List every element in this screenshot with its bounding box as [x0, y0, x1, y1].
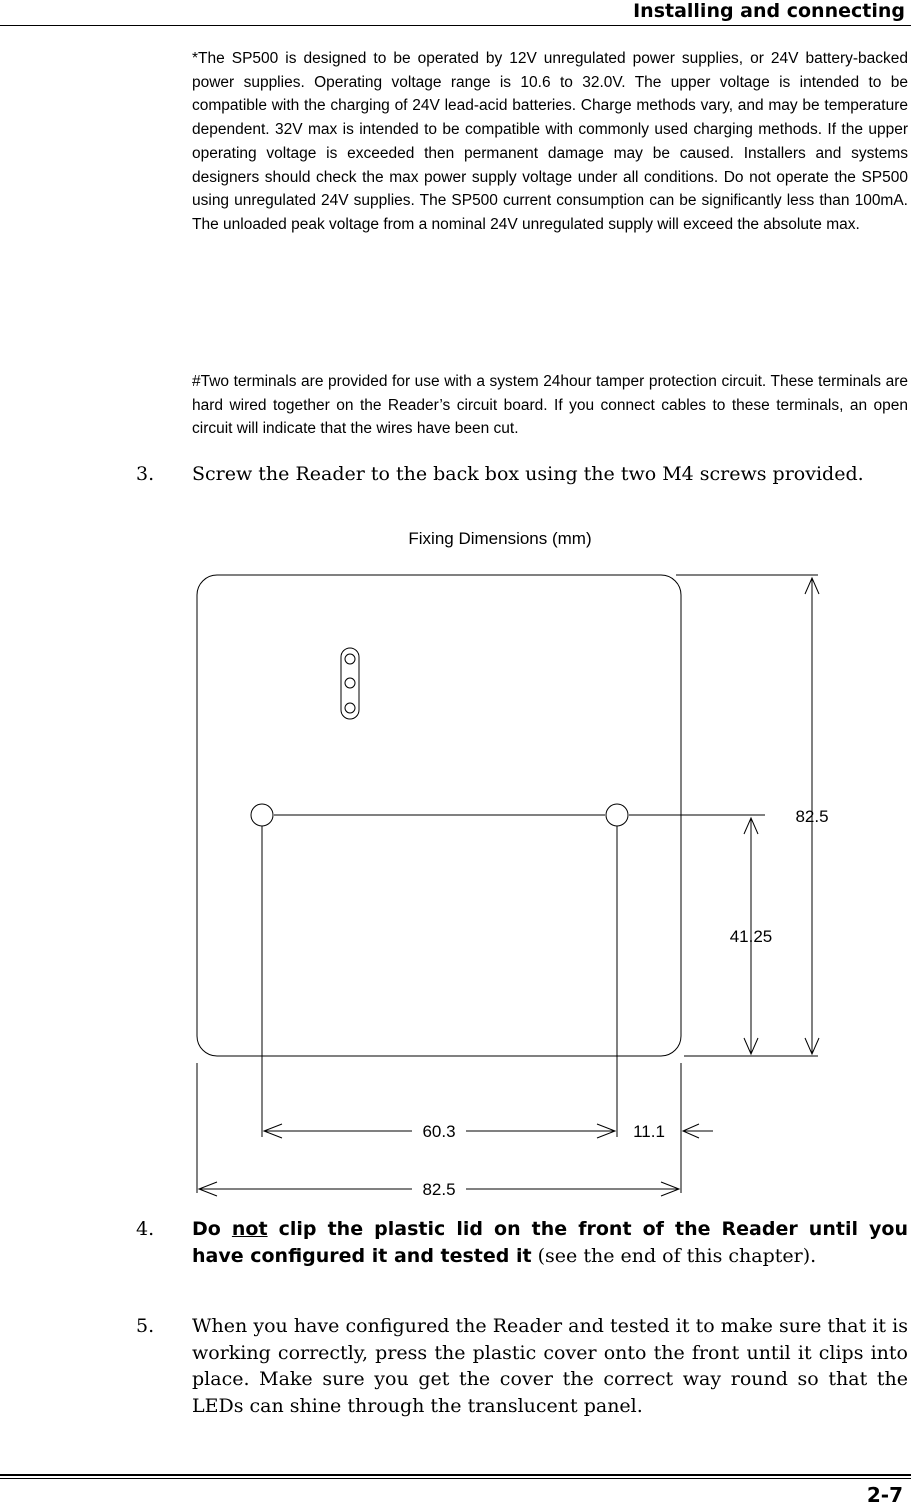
label-width-total: 82.5 [422, 1180, 456, 1199]
slot-hole-top [345, 654, 355, 664]
footer-rule-thin [0, 1478, 911, 1479]
label-height-to-holes: 41.25 [729, 927, 773, 946]
step-number: 5. [136, 1315, 155, 1337]
cable-slot [341, 648, 359, 719]
page-number: 2-7 [866, 1483, 903, 1507]
figure-caption: Fixing Dimensions (mm) [408, 529, 592, 548]
page-header-title: Installing and connecting [633, 0, 905, 22]
step-text: When you have configured the Reader and tested it to make sure that it is working correctly, press the plastic cover onto the front until it clips into place. Make sure you get the cover the correct way round so that the LEDs can shine through the translucent panel. [192, 1315, 908, 1417]
step-number: 4. [136, 1218, 155, 1240]
screw-hole-right [606, 804, 628, 826]
header-rule [0, 25, 911, 26]
label-height-total: 82.5 [795, 807, 829, 826]
power-supply-note: *The SP500 is designed to be operated by 12V unregulated power supplies, or 24V battery-backed power supplies. Operating voltage range is 10.6 to 32.0V. The upper voltage is intended to be compatible with the charging of 24V lead-acid batteries. Charge methods vary, and may be temperature dependent. 32V max is intended to be compatible with commonly used charging methods. If the upper operating voltage is exceeded then permanent damage may be caused. Installers and systems designers should check the max power supply voltage under all conditions. Do not operate the SP500 using unregulated 24V supplies. The SP500 current consumption can be significantly less than 100mA. The unloaded peak voltage from a nominal 24V unregulated supply will exceed the absolute max. [192, 50, 908, 233]
step-emphasis-not: not [231, 1218, 268, 1240]
footer-rule [0, 1474, 911, 1476]
tamper-note: #Two terminals are provided for use with a system 24hour tamper protection circuit. These terminals are hard wired together on the Reader’s circuit board. If you connect cables to these terminals, an open circuit will indicate that the wires have been cut. [192, 373, 908, 438]
slot-hole-middle [345, 678, 355, 688]
fixing-dimensions-diagram [0, 560, 911, 1210]
label-hole-spacing: 60.3 [422, 1122, 456, 1141]
step-text-rest: (see the end of this chapter). [531, 1244, 817, 1267]
slot-hole-bottom [345, 703, 355, 713]
step-emphasis-a: Do [192, 1218, 232, 1240]
step-number: 3. [136, 463, 155, 485]
step-text [192, 1216, 908, 1269]
label-hole-to-edge: 11.1 [633, 1122, 665, 1141]
step-emphasis-b: clip the plastic lid on the front of the Reader until you have configured it and tested it [192, 1218, 908, 1267]
step-text: Screw the Reader to the back box using the two M4 screws provided. [192, 463, 864, 485]
screw-hole-left [251, 804, 273, 826]
